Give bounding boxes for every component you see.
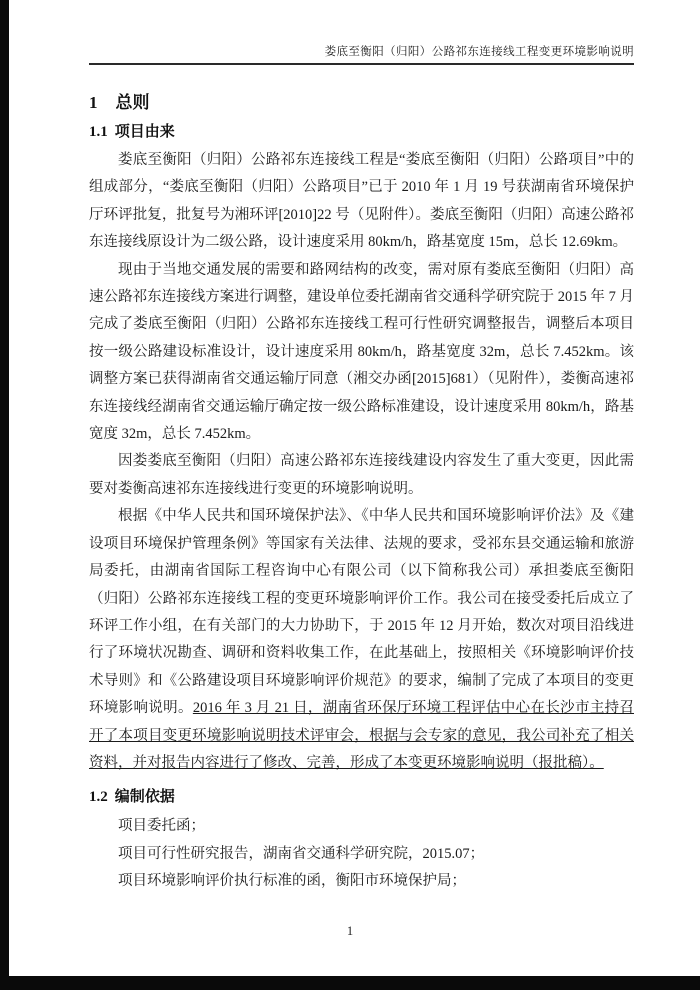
subsection-heading-project-origin bbox=[89, 121, 634, 144]
section-label: 总则 bbox=[115, 93, 150, 112]
body-text bbox=[89, 147, 634, 777]
scan-edge-left bbox=[0, 0, 9, 990]
reference-item: 项目委托函； bbox=[118, 818, 205, 835]
paragraph-project-overview: 娄底至衡阳（归阳）公路祁东连接线工程是“娄底至衡阳（归阳）公路项目”中的组成部分，“娄底至衡阳（归阳）公路项目”已于 2010 年 1 月 19 号获湖南省环境保护厅环评批复，批复号为湘环评[2010]22 号（见附件）。娄底至衡阳（归阳）高速公路祁东连接线原设计为二级公路，设计速度采用 80km/h，路基宽度 15m，总长 12.69km。 bbox=[89, 152, 634, 251]
subsection-heading-compilation-basis bbox=[89, 786, 634, 809]
paragraph-major-change: 因娄娄底至衡阳（归阳）高速公路祁东连接线建设内容发生了重大变更，因此需要对娄衡高速祁东连接线进行变更的环境影响说明。 bbox=[89, 453, 634, 497]
paragraph-legal-basis-text: 根据《中华人民共和国环境保护法》、《中华人民共和国环境影响评价法》及《建设项目环境保护管理条例》等国家有关法律、法规的要求，受祁东县交通运输和旅游局委托，由湖南省国际工程咨询中心有限公司（以下简称我公司）承担娄底至衡阳（归阳）公路祁东连接线工程的变更环境影响评价工作。我公司在接受委托后成立了环评工作小组，在有关部门的大力协助下，于 2015 年 12 月开始，数次对项目沿线进行了环境状况勘查、调研和资料收集工作，在此基础上，按照相关《环境影响评价技术导则》和《公路建设项目环境影响评价规范》的要求，编制了完成了本项目的变更环境影响说明。 bbox=[89, 508, 634, 717]
paragraph-legal-basis bbox=[89, 503, 634, 777]
page-content bbox=[89, 0, 634, 896]
underlined-review-note: 2016 年 3 月 21 日，湖南省环保厅环境工程评估中心在长沙市主持召开了本项目变更环境影响说明技术评审会，根据与会专家的意见，我公司补充了相关资料，并对报告内容进行了修改、完善，形成了本变更环境影响说明（报批稿）。 bbox=[89, 700, 634, 771]
reference-item: 项目可行性研究报告，湖南省交通科学研究院，2015.07； bbox=[118, 845, 485, 862]
subsection-label: 编制依据 bbox=[114, 789, 175, 806]
reference-list bbox=[89, 813, 634, 896]
subsection-number: 1.2 bbox=[89, 789, 108, 806]
subsection-label: 项目由来 bbox=[114, 124, 175, 140]
paragraph-adjustment: 现由于当地交通发展的需要和路网结构的改变，需对原有娄底至衡阳（归阳）高速公路祁东连接线方案进行调整，建设单位委托湖南省交通科学研究院于 2015 年 7 月完成了娄底至衡阳（归阳）公路祁东连接线工程可行性研究调整报告，调整后本项目按一级公路建设标准设计，设计速度采用 80km/h，路基宽度 32m，总长 7.452km。该调整方案已获得湖南省交通运输厅同意（湘交办函[2015]681）（见附件），娄衡高速祁东连接线经湖南省交通运输厅确定按一级公路标准建设，设计速度采用 80km/h，路基宽度 32m，总长 7.452km。 bbox=[89, 261, 634, 443]
section-number: 1 bbox=[89, 93, 98, 112]
running-header-title: 娄底至衡阳（归阳）公路祁东连接线工程变更环境影响说明 bbox=[324, 46, 634, 58]
scan-edge-bottom bbox=[0, 976, 700, 990]
page-number: 1 bbox=[346, 924, 354, 938]
subsection-number: 1.1 bbox=[89, 124, 108, 140]
section-heading-general bbox=[89, 91, 634, 114]
header-rule bbox=[89, 63, 634, 65]
reference-item: 项目环境影响评价执行标准的函，衡阳市环境保护局； bbox=[118, 873, 466, 890]
